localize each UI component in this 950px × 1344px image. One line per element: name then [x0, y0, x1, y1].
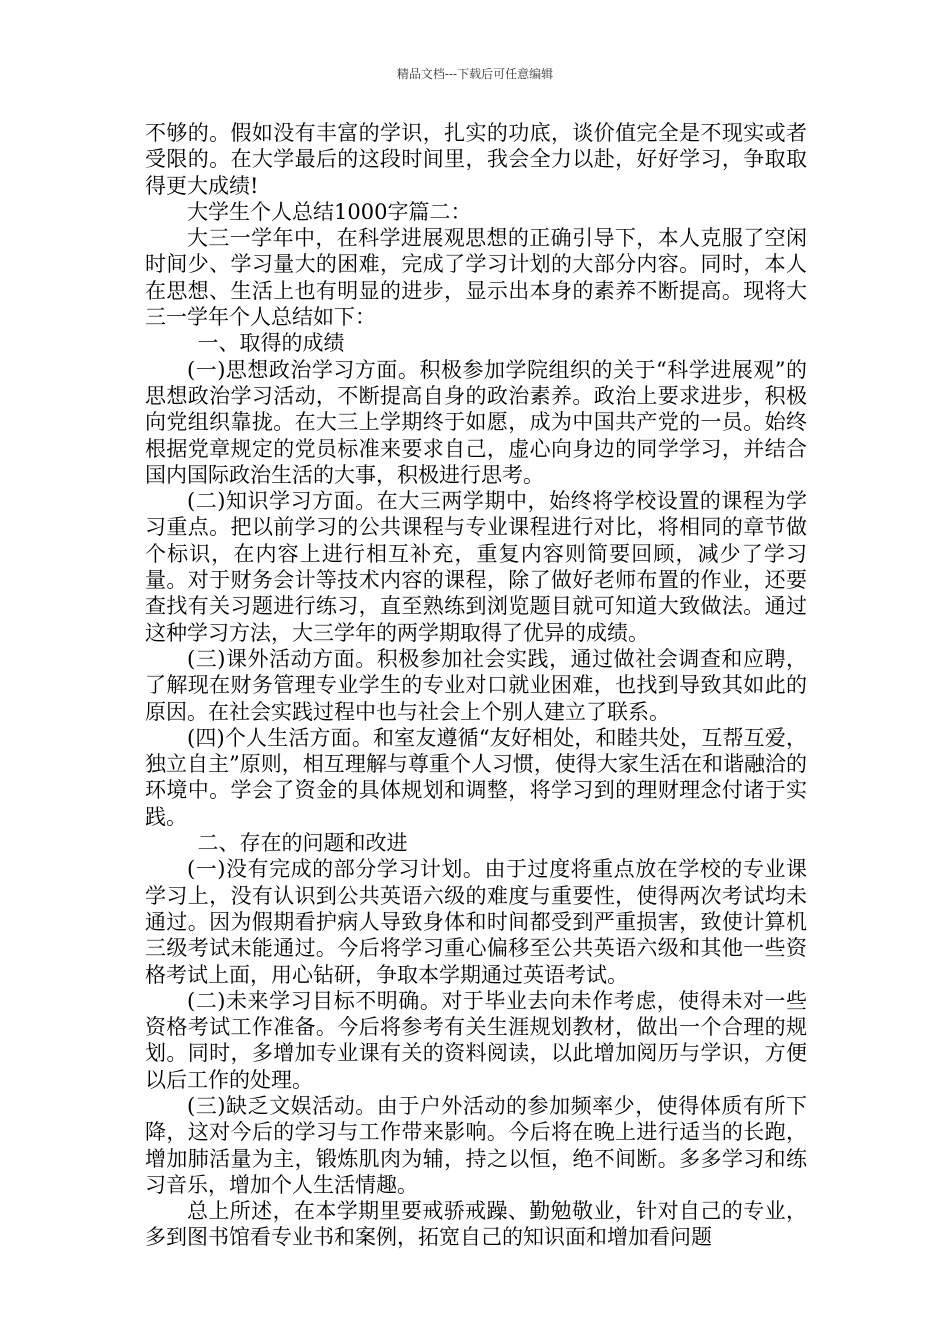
paragraph-knowledge-study: (二)知识学习方面。在大三两学期中，始终将学校设置的课程为学习重点。把以前学习的公共课程与专业课程进行对比，将相同的章节做个标识，在内容上进行相互补充，重复内容则简要回顾，减少了学习量。对于财务会计等技术内容的课程，除了做好老师布置的作业，还要查找有关习题进行练习，直至熟练到浏览题目就可知道大致做法。通过这种学习方法，大三学年的两学期取得了优异的成绩。 [145, 489, 807, 645]
document-body [145, 120, 807, 1251]
paragraph-extracurricular: (三)课外活动方面。积极参加社会实践，通过做社会调查和应聘，了解现在财务管理专业学生的专业对口就业困难，也找到导致其如此的原因。在社会实践过程中也与社会上个别人建立了联系。 [145, 646, 807, 724]
paragraph-continuation: 不够的。假如没有丰富的学识，扎实的功底，谈价值完全是不现实或者受限的。在大学最后的这段时间里，我会全力以赴，好好学习，争取取得更大成绩! [145, 121, 807, 198]
paragraph-conclusion: 总上所述，在本学期里要戒骄戒躁、勤勉敬业，针对自己的专业，多到图书馆看专业书和案例，拓宽自己的知识面和增加看问题 [145, 1199, 807, 1250]
paragraph-political-study: (一)思想政治学习方面。积极参加学院组织的关于“科学进展观”的思想政治学习活动，不断提高自身的政治素养。政治上要求进步，积极向党组织靠拢。在大三上学期终于如愿，成为中国共产党的一员。始终根据党章规定的党员标准来要求自己，虚心向身边的同学学习，并结合国内国际政治生活的大事，积极进行思考。 [145, 357, 807, 487]
page-header: 精品文档---下载后可任意编辑 [396, 67, 554, 81]
paragraph-intro: 大三一学年中，在科学进展观思想的正确引导下，本人克服了空闲时间少、学习量大的困难，完成了学习计划的大部分内容。同时，本人在思想、生活上也有明显的进步，显示出本身的素养不断提高。现将大三一学年个人总结如下： [145, 226, 807, 330]
paragraph-unclear-goals: (二)未来学习目标不明确。对于毕业去向未作考虑，使得未对一些资格考试工作准备。今后将参考有关生涯规划教材，做出一个合理的规划。同时，多增加专业课有关的资料阅读，以此增加阅历与学识，方便以后工作的处理。 [145, 988, 807, 1092]
paragraph-recreation: (三)缺乏文娱活动。由于户外活动的参加频率少，使得体质有所下降，这对今后的学习与工作带来影响。今后将在晚上进行适当的长跑，增加肺活量为主，锻炼肌肉为辅，持之以恒，绝不间断。多多学习和练习音乐，增加个人生活情趣。 [145, 1093, 807, 1197]
heading-achievements: 一、取得的成绩 [197, 331, 345, 356]
paragraph-unfinished-plan: (一)没有完成的部分学习计划。由于过度将重点放在学校的专业课学习上，没有认识到公共英语六级的难度与重要性，使得两次考试均未通过。因为假期看护病人导致身体和时间都受到严重损害，致使计算机三级考试未能通过。今后将学习重心偏移至公共英语六级和其他一些资格考试上面，用心钻研，争取本学期通过英语考试。 [145, 857, 807, 987]
section-title: 大学生个人总结1000字篇二： [187, 199, 472, 224]
heading-problems: 二、存在的问题和改进 [197, 831, 408, 856]
paragraph-personal-life: (四)个人生活方面。和室友遵循“友好相处，和睦共处，互帮互爱，独立自主”原则，相互理解与尊重个人习惯，使得大家生活在和谐融洽的环境中。学会了资金的具体规划和调整，将学习到的理财理念付诸于实践。 [145, 725, 807, 829]
